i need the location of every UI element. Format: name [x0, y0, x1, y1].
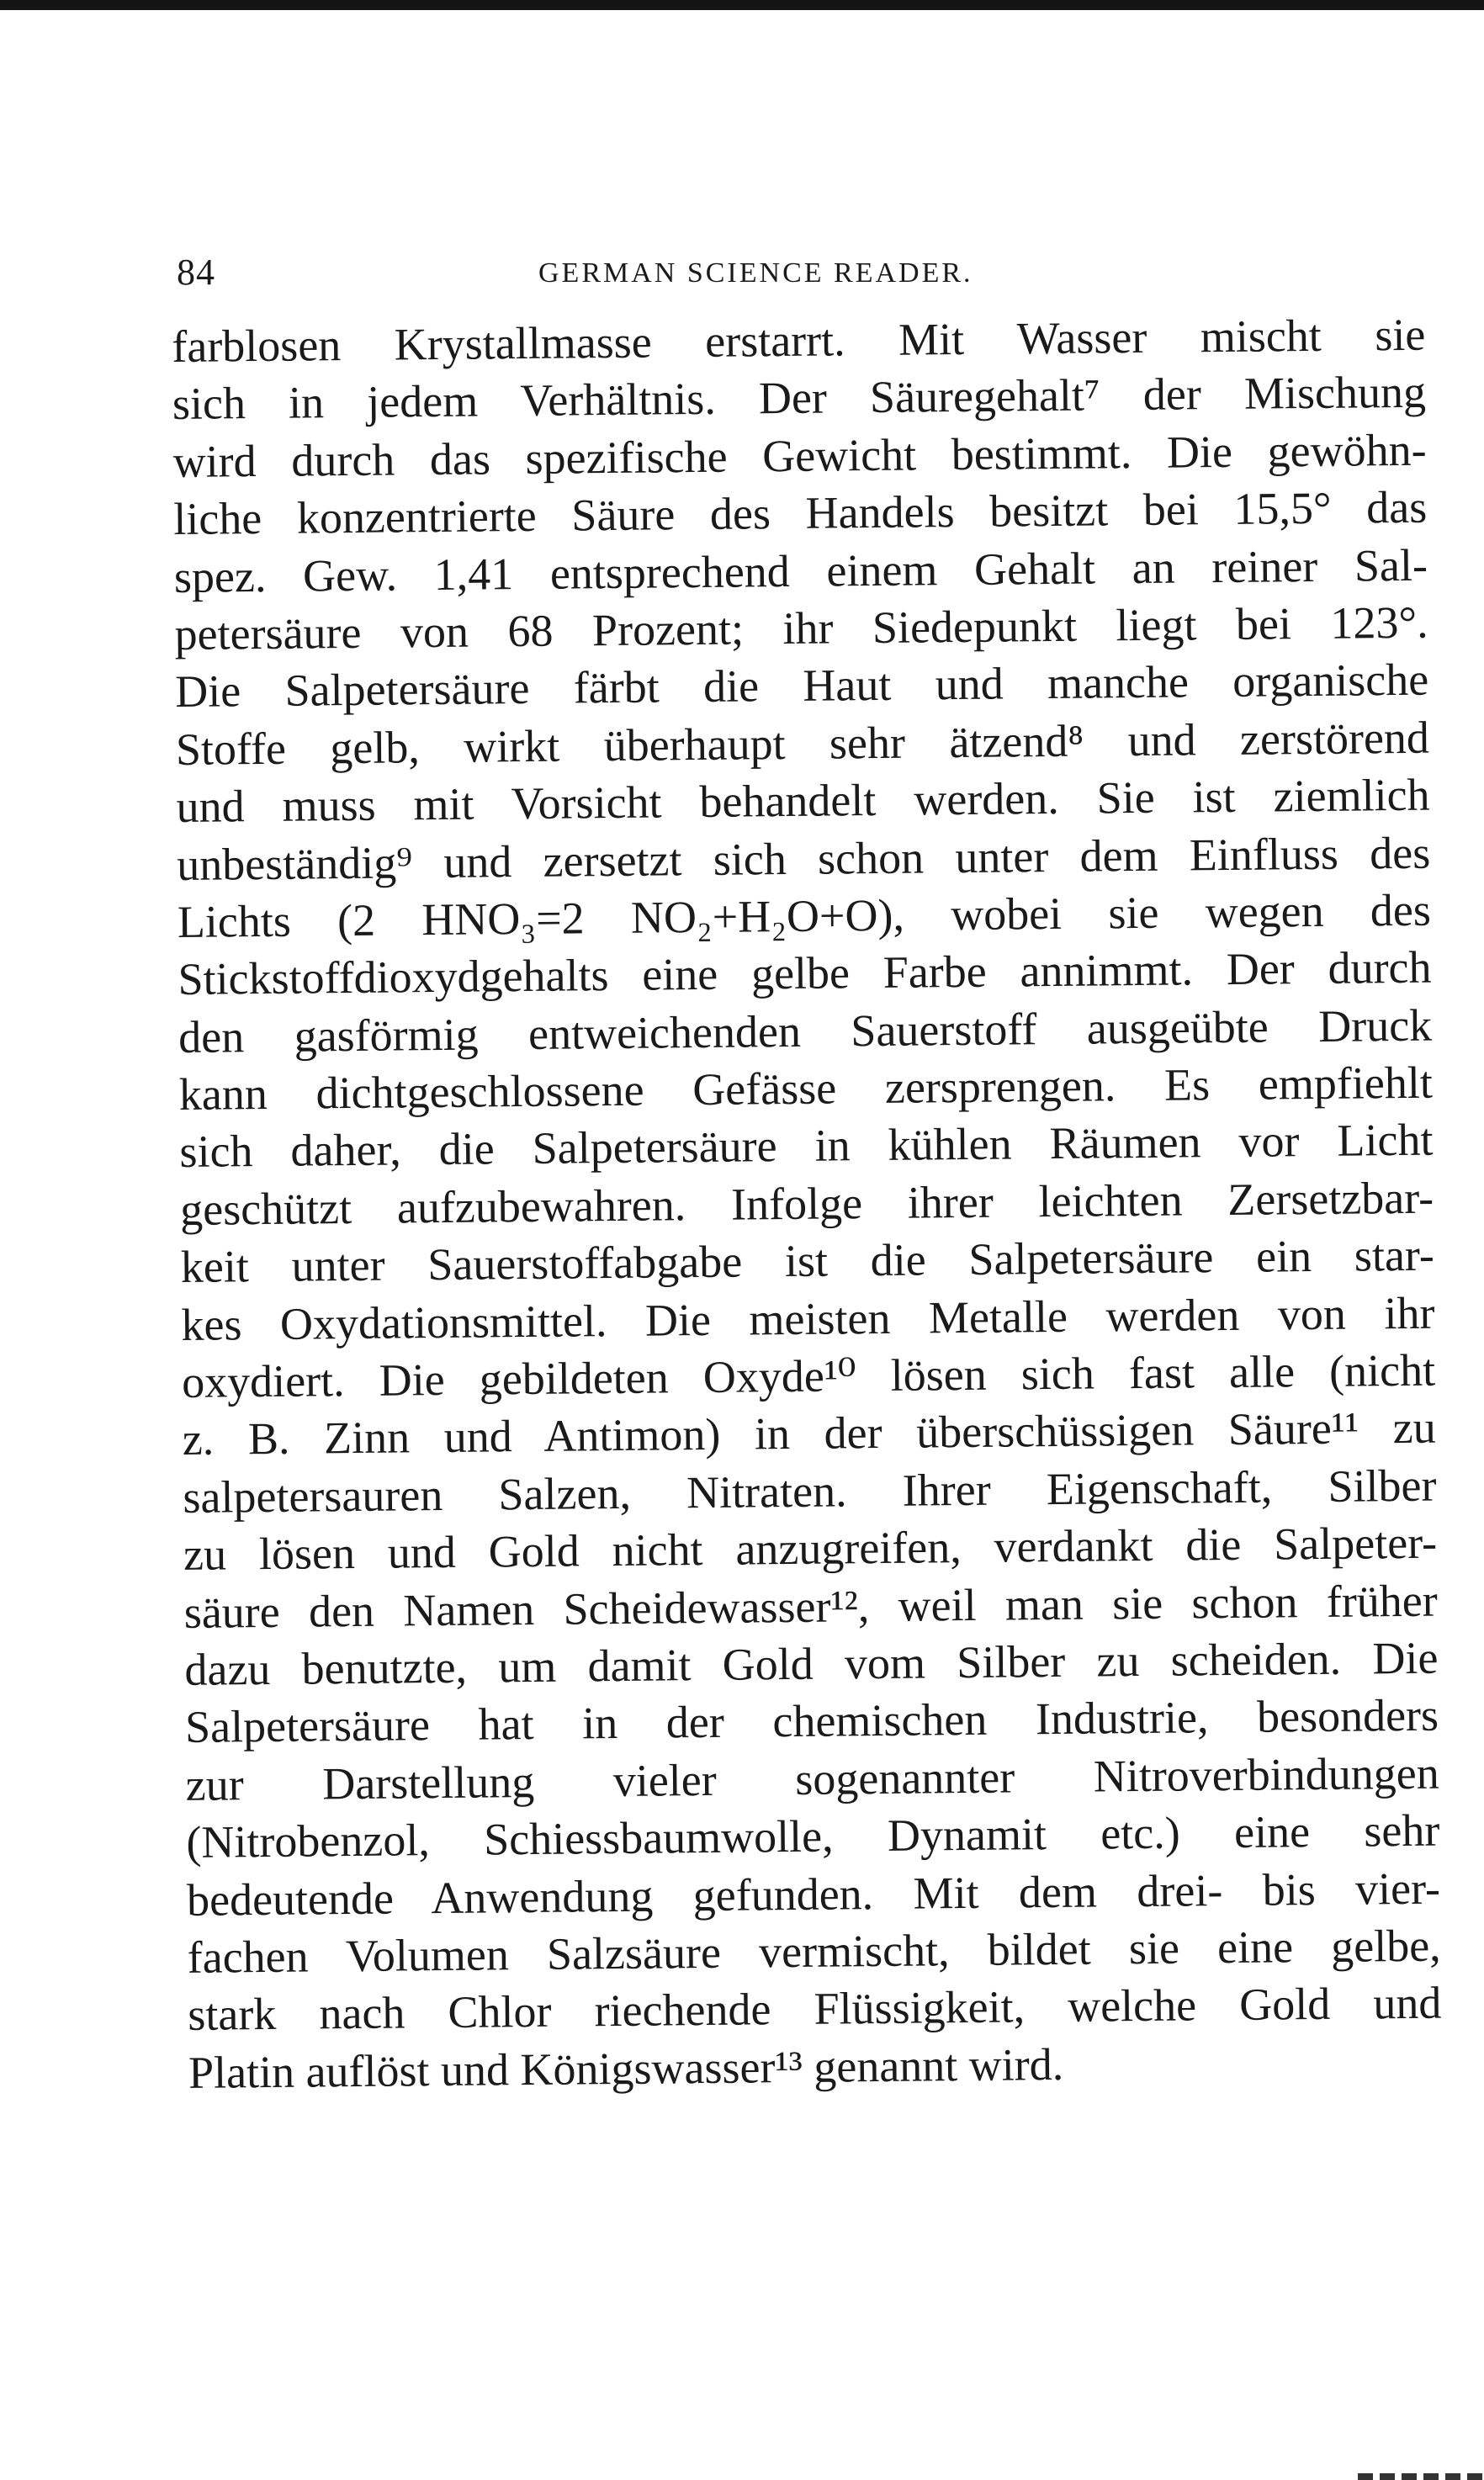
text-line: bedeutende Anwendung gefunden. Mit dem drei- bis vier-: [186, 1863, 1441, 1926]
text-line: zu lösen und Gold nicht anzugreifen, verdankt die Salpeter-: [183, 1517, 1438, 1581]
text-line: säure den Namen Scheidewasser¹², weil man sie schon früher: [183, 1575, 1438, 1638]
text-line: kann dichtgeschlossene Gefässe zersprengen. Es empfiehlt: [178, 1057, 1434, 1121]
text-line: unbeständig⁹ und zersetzt sich schon unter dem Einfluss des: [176, 827, 1431, 890]
text-line: fachen Volumen Salzsäure vermischt, bildet sie eine gelbe,: [187, 1920, 1441, 1983]
text-line: oxydiert. Die gebildeten Oxyde¹⁰ lösen sich fast alle (nicht: [181, 1344, 1436, 1407]
text-line: z. B. Zinn und Antimon) in der überschüssigen Säure¹¹ zu: [182, 1402, 1437, 1465]
bottom-edge-mark: [1358, 2473, 1484, 2480]
text-line: sich in jedem Verhältnis. Der Säuregehalt⁷ der Mischung: [172, 367, 1427, 430]
text-line: salpetersauren Salzen, Nitraten. Ihrer Eigenschaft, Silber: [183, 1460, 1437, 1523]
text-line: zur Darstellung vieler sogenannter Nitroverbindungen: [185, 1747, 1439, 1810]
text-line: Die Salpetersäure färbt die Haut und manche organische: [174, 654, 1429, 718]
text-line: und muss mit Vorsicht behandelt werden. Sie ist ziemlich: [176, 769, 1430, 833]
text-line: spez. Gew. 1,41 entsprechend einem Gehalt an reiner Sal-: [173, 539, 1428, 602]
text-line: Stickstoffdioxydgehalts eine gelbe Farbe annimmt. Der durch: [178, 941, 1432, 1005]
text-line: Platin auflöst und Königswasser¹³ genannt wird.: [188, 2038, 1064, 2098]
text-line: kes Oxydationsmittel. Die meisten Metalle werden von ihr: [181, 1287, 1435, 1350]
text-line: geschützt aufzubewahren. Infolge ihrer leichten Zersetzbar-: [179, 1172, 1434, 1235]
text-line: Lichts (2 HNO₃=2 NO₂+H₂O+O), wobei sie wegen des: [177, 884, 1432, 947]
body-paragraph: [172, 306, 1442, 2101]
text-line: (Nitrobenzol, Schiessbaumwolle, Dynamit etc.) eine sehr: [186, 1804, 1440, 1868]
text-line: dazu benutzte, um damit Gold vom Silber zu scheiden. Die: [184, 1632, 1439, 1695]
running-head: GERMAN SCIENCE READER.: [538, 257, 973, 289]
text-line: wird durch das spezifische Gewicht bestimmt. Die gewöhn-: [172, 424, 1427, 487]
text-line: keit unter Sauerstoffabgabe ist die Salpetersäure ein star-: [180, 1229, 1435, 1293]
text-line: den gasförmig entweichenden Sauerstoff ausgeübte Druck: [178, 999, 1433, 1062]
text-line: Stoffe gelb, wirkt überhaupt sehr ätzend⁸ und zerstörend: [175, 712, 1430, 775]
page-number: 84: [177, 252, 215, 293]
text-line: stark nach Chlor riechende Flüssigkeit, welche Gold und: [188, 1977, 1442, 2041]
text-line: sich daher, die Salpetersäure in kühlen Räumen vor Licht: [179, 1115, 1434, 1178]
page-header: [177, 251, 1413, 301]
text-line: farblosen Krystallmasse erstarrt. Mit Wasser mischt sie: [172, 309, 1426, 372]
text-line: Salpetersäure hat in der chemischen Industrie, besonders: [184, 1689, 1439, 1753]
top-border-rule: [0, 0, 1484, 10]
text-line: petersäure von 68 Prozent; ihr Siedepunkt liegt bei 123°.: [174, 596, 1428, 660]
text-line: liche konzentrierte Säure des Handels besitzt bei 15,5° das: [173, 481, 1428, 545]
